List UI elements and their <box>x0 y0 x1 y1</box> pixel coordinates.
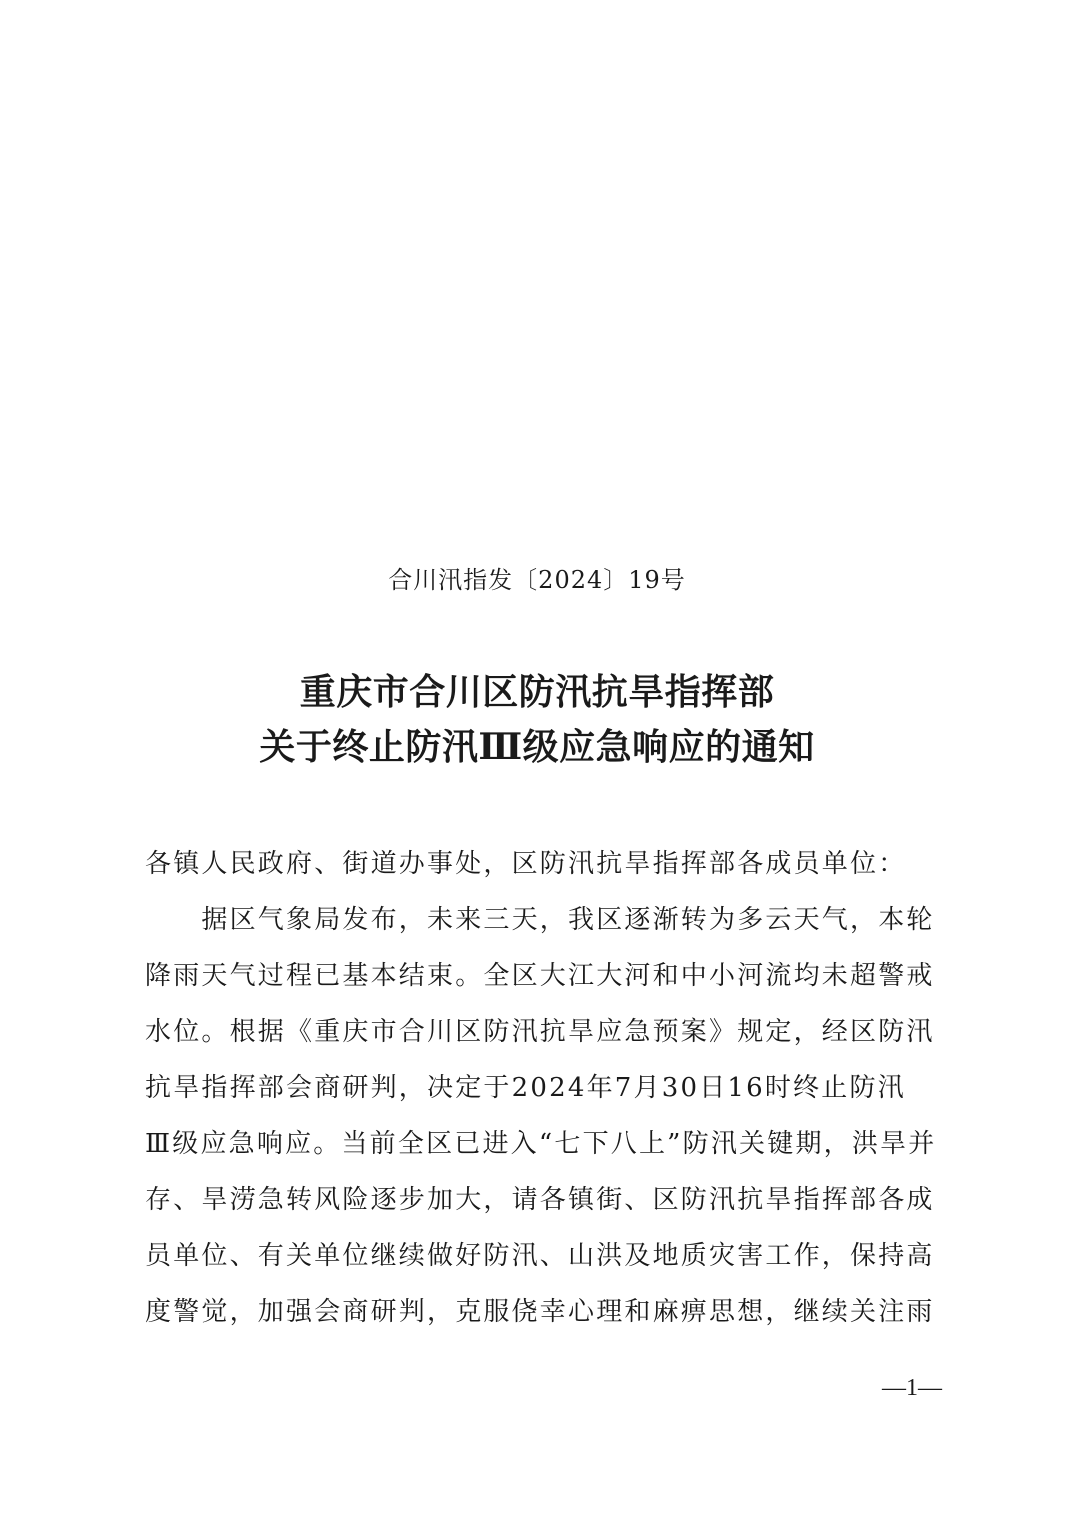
body-line: 水位。根据《重庆市合川区防汛抗旱应急预案》规定，经区防汛 <box>145 1017 935 1047</box>
document-title-line-1: 重庆市合川区防汛抗旱指挥部 <box>299 671 775 713</box>
salutation: 各镇人民政府、街道办事处，区防汛抗旱指挥部各成员单位： <box>145 849 907 879</box>
body-line: 度警觉，加强会商研判，克服侥幸心理和麻痹思想，继续关注雨 <box>145 1297 935 1327</box>
body-line: 抗旱指挥部会商研判，决定于2024年7月30日16时终止防汛 <box>145 1073 906 1103</box>
page-number: —1— <box>882 1375 942 1401</box>
body-line: 存、旱涝急转风险逐步加大，请各镇街、区防汛抗旱指挥部各成 <box>145 1185 935 1215</box>
document-title-line-2: 关于终止防汛Ⅲ级应急响应的通知 <box>259 726 815 768</box>
document-number: 合川汛指发〔2024〕19号 <box>388 566 686 594</box>
body-line: 员单位、有关单位继续做好防汛、山洪及地质灾害工作，保持高 <box>145 1241 935 1271</box>
body-line: 据区气象局发布，未来三天，我区逐渐转为多云天气，本轮 <box>145 905 935 935</box>
body-line: Ⅲ级应急响应。当前全区已进入“七下八上”防汛关键期，洪旱并 <box>145 1129 937 1159</box>
body-line: 降雨天气过程已基本结束。全区大江大河和中小河流均未超警戒 <box>145 961 935 991</box>
